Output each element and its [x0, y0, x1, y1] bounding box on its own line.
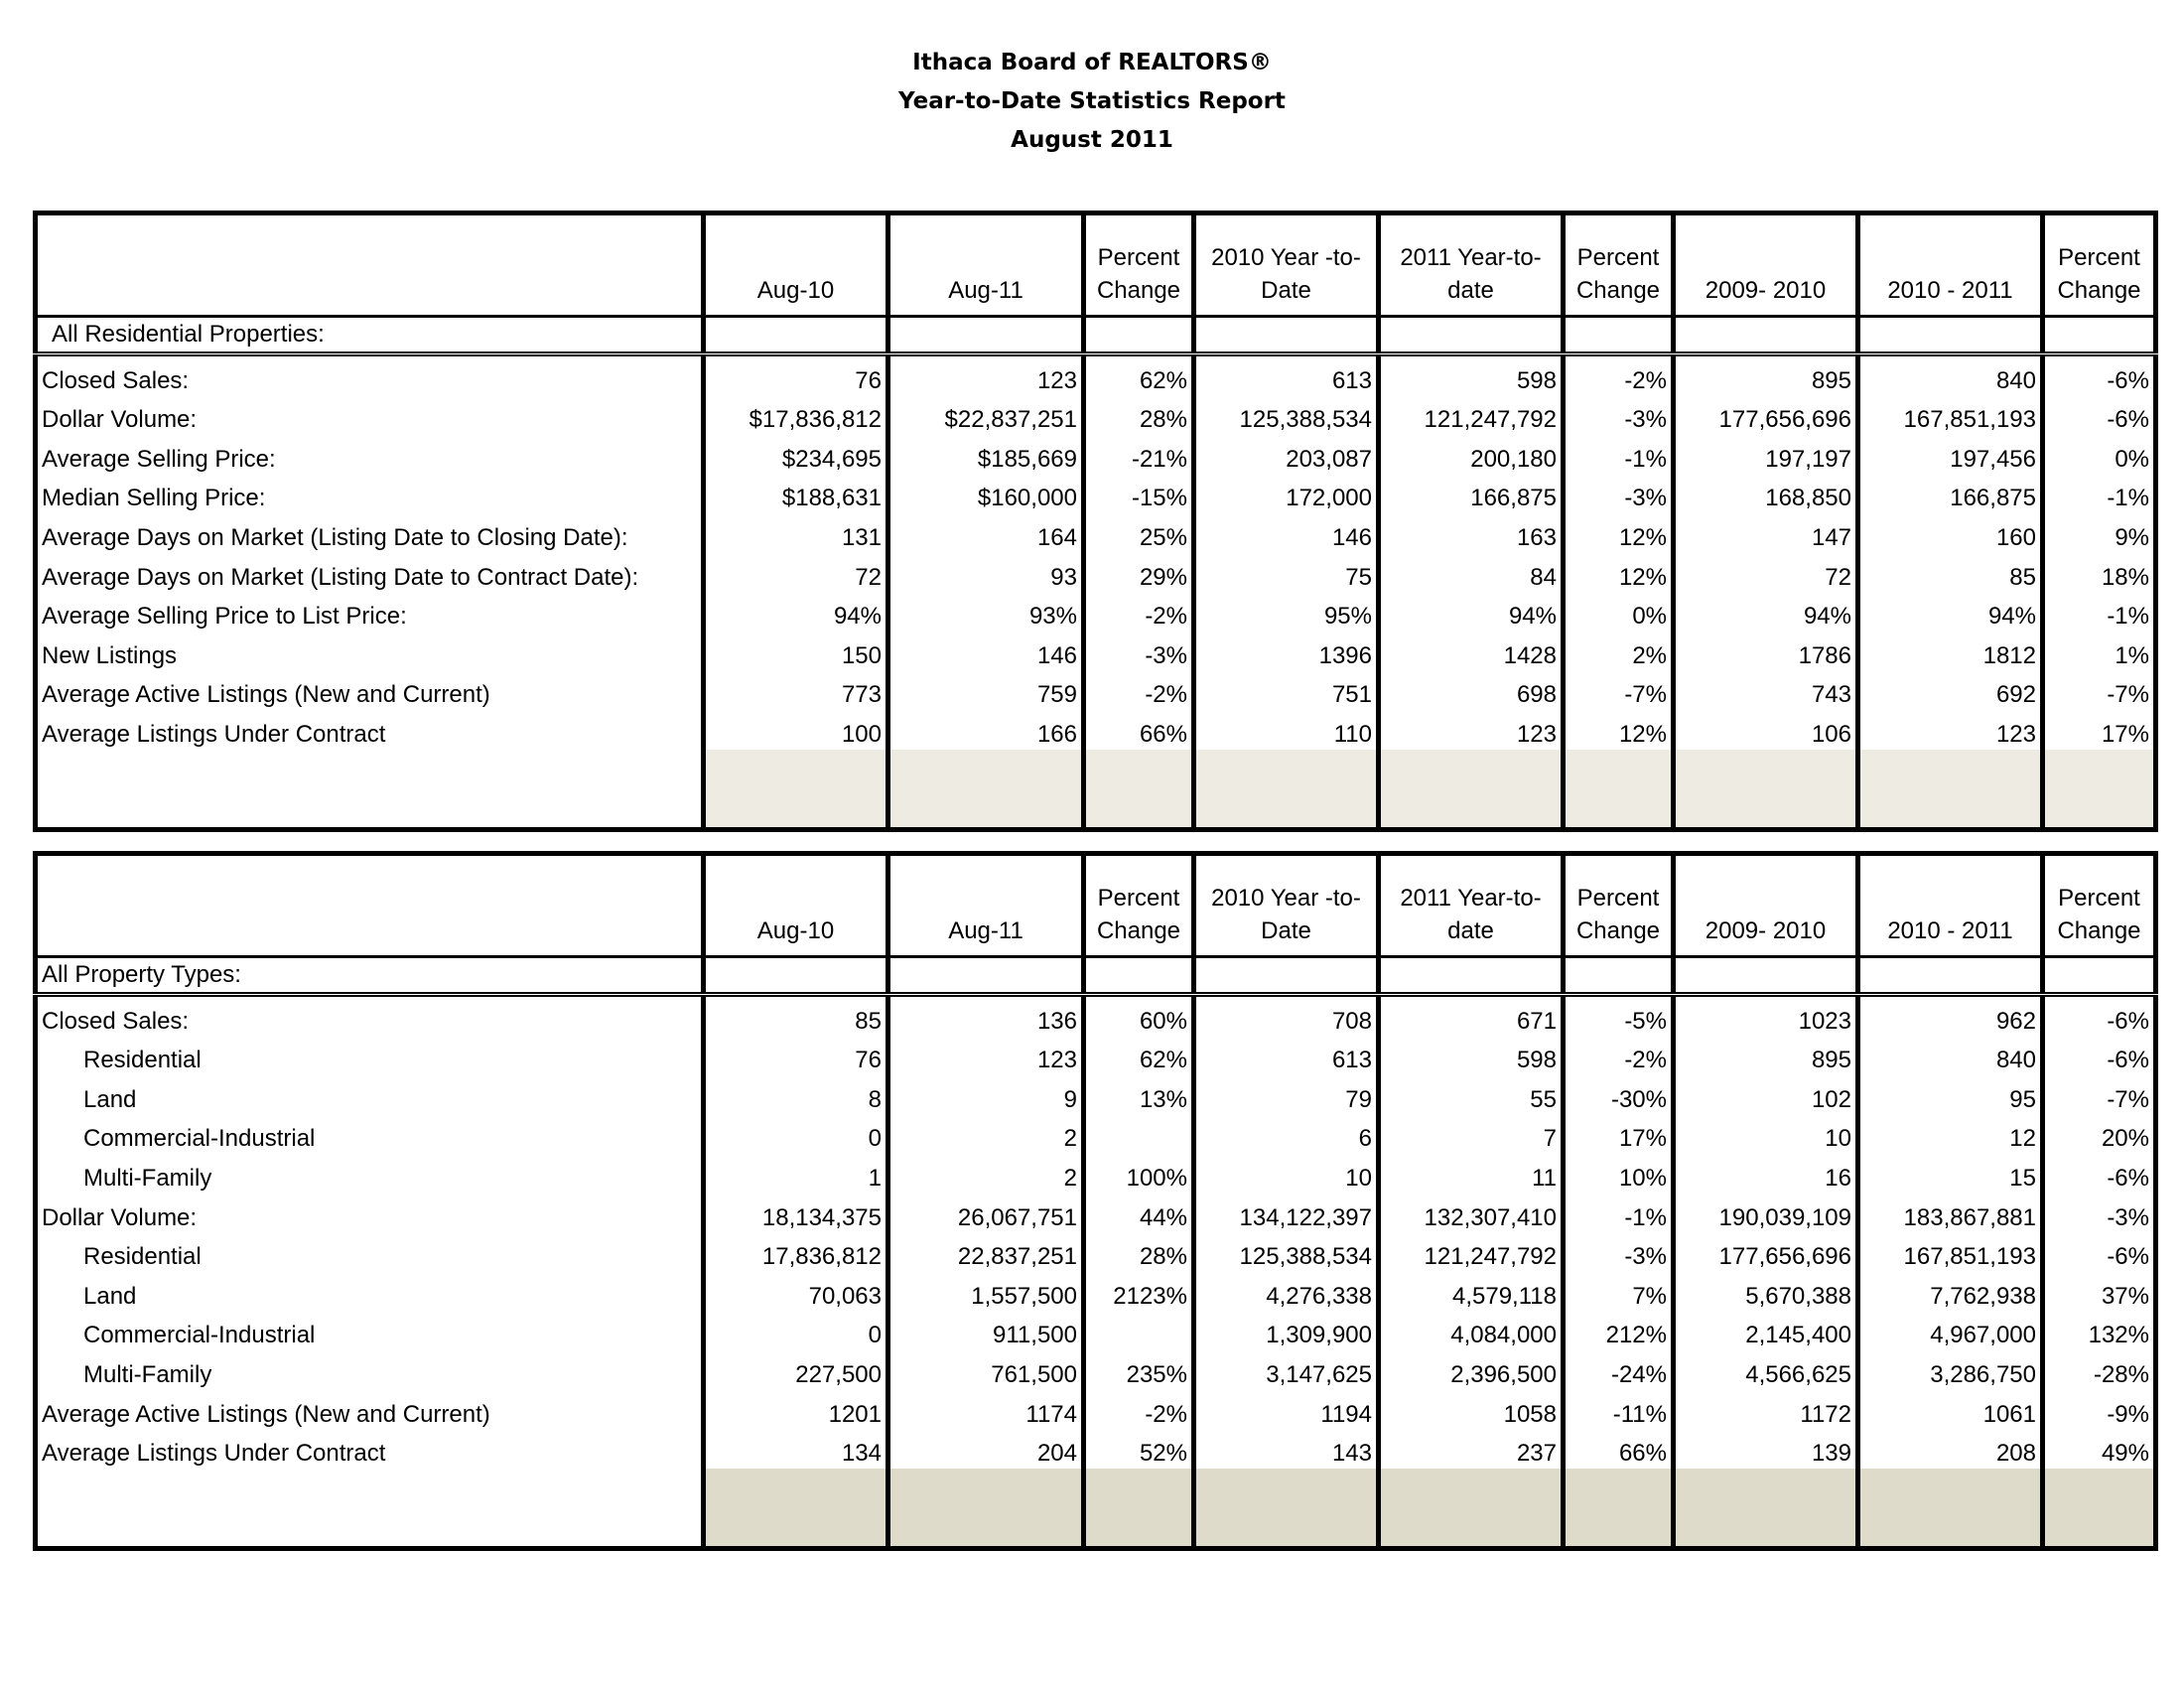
table-row [36, 671, 2156, 711]
value-cell: 131 [704, 513, 888, 553]
value-cell: -6% [2043, 354, 2156, 396]
value-cell: 598 [1379, 1037, 1564, 1076]
value-cell: -2% [1084, 671, 1194, 711]
value-cell: 94% [704, 593, 888, 633]
value-cell: 72 [1674, 553, 1858, 593]
value-cell: 102 [1674, 1075, 1858, 1115]
value-cell: 12% [1564, 513, 1674, 553]
value-cell: 962 [1858, 995, 2043, 1037]
table-row [36, 1312, 2156, 1351]
value-cell: 143 [1194, 1430, 1379, 1470]
value-cell: 1,309,900 [1194, 1312, 1379, 1351]
value-cell: 8 [704, 1075, 888, 1115]
value-cell: 759 [888, 671, 1084, 711]
value-cell: 29% [1084, 553, 1194, 593]
value-cell: 708 [1194, 995, 1379, 1037]
column-header: Aug-11 [888, 213, 1084, 317]
value-cell: 895 [1674, 1037, 1858, 1076]
value-cell: 0% [1564, 593, 1674, 633]
value-cell: 52% [1084, 1430, 1194, 1470]
value-cell: 95% [1194, 593, 1379, 633]
value-cell: 26,067,751 [888, 1194, 1084, 1233]
value-cell: 212% [1564, 1312, 1674, 1351]
value-cell: 0 [704, 1312, 888, 1351]
row-label: Average Active Listings (New and Current) [42, 681, 490, 709]
table-row [36, 1430, 2156, 1470]
value-cell: 1174 [888, 1390, 1084, 1430]
value-cell: -6% [2043, 1233, 2156, 1273]
table-row [36, 475, 2156, 514]
value-cell: 7,762,938 [1858, 1272, 2043, 1312]
value-cell: 100 [704, 710, 888, 750]
property-types-statistics-table [33, 851, 2158, 1551]
value-cell: 166 [888, 710, 1084, 750]
value-cell: 2 [888, 1154, 1084, 1194]
value-cell: $185,669 [888, 435, 1084, 475]
value-cell: 95 [1858, 1075, 2043, 1115]
value-cell: 123 [888, 354, 1084, 396]
section-header-row [36, 957, 2156, 995]
value-cell: 106 [1674, 710, 1858, 750]
value-cell: 17% [1564, 1115, 1674, 1155]
value-cell: -3% [1084, 632, 1194, 671]
value-cell: 55 [1379, 1075, 1564, 1115]
value-cell: 12% [1564, 710, 1674, 750]
value-cell: -28% [2043, 1350, 2156, 1390]
value-cell: $160,000 [888, 475, 1084, 514]
value-cell: 167,851,193 [1858, 1233, 2043, 1273]
value-cell: 183,867,881 [1858, 1194, 2043, 1233]
value-cell: -21% [1084, 435, 1194, 475]
column-header: Percent Change [2043, 213, 2156, 317]
value-cell: 10 [1194, 1154, 1379, 1194]
column-header: 2011 Year-to-date [1379, 213, 1564, 317]
value-cell: 200,180 [1379, 435, 1564, 475]
value-cell: 11 [1379, 1154, 1564, 1194]
value-cell: 7% [1564, 1272, 1674, 1312]
value-cell: 177,656,696 [1674, 396, 1858, 436]
value-cell: 598 [1379, 354, 1564, 396]
value-cell: -3% [2043, 1194, 2156, 1233]
value-cell: -3% [1564, 1233, 1674, 1273]
table-row [36, 435, 2156, 475]
value-cell: -9% [2043, 1390, 2156, 1430]
column-header: 2010 Year -to-Date [1194, 854, 1379, 957]
value-cell: 7 [1379, 1115, 1564, 1155]
value-cell: 18,134,375 [704, 1194, 888, 1233]
value-cell: 4,566,625 [1674, 1350, 1858, 1390]
value-cell: 10% [1564, 1154, 1674, 1194]
column-header: 2011 Year-to-date [1379, 854, 1564, 957]
value-cell: 134 [704, 1430, 888, 1470]
table-row [36, 1075, 2156, 1115]
column-header: Percent Change [1564, 213, 1674, 317]
value-cell: 62% [1084, 354, 1194, 396]
value-cell: 911,500 [888, 1312, 1084, 1351]
value-cell: 66% [1084, 710, 1194, 750]
residential-statistics-table [33, 211, 2158, 832]
value-cell: 146 [1194, 513, 1379, 553]
value-cell: 16 [1674, 1154, 1858, 1194]
value-cell: -15% [1084, 475, 1194, 514]
value-cell: 1172 [1674, 1390, 1858, 1430]
value-cell: 2123% [1084, 1272, 1194, 1312]
value-cell: 613 [1194, 1037, 1379, 1076]
value-cell: 197,197 [1674, 435, 1858, 475]
value-cell: $22,837,251 [888, 396, 1084, 436]
section-header-row [36, 317, 2156, 354]
value-cell: 110 [1194, 710, 1379, 750]
column-header: Aug-10 [704, 213, 888, 317]
value-cell: 0% [2043, 435, 2156, 475]
table-row [36, 1233, 2156, 1273]
value-cell: 121,247,792 [1379, 1233, 1564, 1273]
value-cell: -7% [2043, 671, 2156, 711]
value-cell: 123 [888, 1037, 1084, 1076]
value-cell: -3% [1564, 475, 1674, 514]
table-row [36, 593, 2156, 633]
column-header: Percent Change [1564, 854, 1674, 957]
value-cell: 9 [888, 1075, 1084, 1115]
row-label: Residential [83, 1047, 202, 1074]
value-cell: 37% [2043, 1272, 2156, 1312]
report-title [0, 44, 2184, 160]
value-cell: -6% [2043, 396, 2156, 436]
value-cell: 2 [888, 1115, 1084, 1155]
value-cell: 150 [704, 632, 888, 671]
value-cell: 17,836,812 [704, 1233, 888, 1273]
column-header: 2009- 2010 [1674, 854, 1858, 957]
value-cell: 60% [1084, 995, 1194, 1037]
value-cell: -1% [1564, 435, 1674, 475]
value-cell: 168,850 [1674, 475, 1858, 514]
value-cell: 2% [1564, 632, 1674, 671]
value-cell: 100% [1084, 1154, 1194, 1194]
value-cell: 2,145,400 [1674, 1312, 1858, 1351]
value-cell: 79 [1194, 1075, 1379, 1115]
value-cell: 164 [888, 513, 1084, 553]
value-cell: -5% [1564, 995, 1674, 1037]
row-label: Dollar Volume: [42, 406, 198, 434]
value-cell: 49% [2043, 1430, 2156, 1470]
row-label: Residential [83, 1243, 202, 1271]
value-cell: 66% [1564, 1430, 1674, 1470]
value-cell: 2,396,500 [1379, 1350, 1564, 1390]
value-cell: 3,147,625 [1194, 1350, 1379, 1390]
value-cell: 166,875 [1379, 475, 1564, 514]
table-row [36, 1390, 2156, 1430]
value-cell: 146 [888, 632, 1084, 671]
value-cell: 28% [1084, 396, 1194, 436]
header-label-cell [36, 854, 704, 957]
value-cell: 4,967,000 [1858, 1312, 2043, 1351]
value-cell: 123 [1858, 710, 2043, 750]
value-cell: 85 [1858, 553, 2043, 593]
header-label-cell [36, 213, 704, 317]
row-label: Median Selling Price: [42, 485, 266, 512]
report-title-name: Year-to-Date Statistics Report [898, 88, 1286, 114]
value-cell: 94% [1379, 593, 1564, 633]
value-cell: 72 [704, 553, 888, 593]
value-cell: -1% [2043, 593, 2156, 633]
value-cell: 204 [888, 1430, 1084, 1470]
value-cell [1084, 1312, 1194, 1351]
value-cell: 3,286,750 [1858, 1350, 2043, 1390]
value-cell: 743 [1674, 671, 1858, 711]
row-label: Land [83, 1085, 137, 1113]
value-cell: 237 [1379, 1430, 1564, 1470]
value-cell: 28% [1084, 1233, 1194, 1273]
value-cell: -24% [1564, 1350, 1674, 1390]
table-row [36, 710, 2156, 750]
row-label: Commercial-Industrial [83, 1322, 316, 1349]
value-cell: 1812 [1858, 632, 2043, 671]
value-cell: 1058 [1379, 1390, 1564, 1430]
value-cell: 751 [1194, 671, 1379, 711]
value-cell: 197,456 [1858, 435, 2043, 475]
row-label: Land [83, 1282, 137, 1310]
value-cell: -2% [1084, 1390, 1194, 1430]
value-cell: 12% [1564, 553, 1674, 593]
value-cell: 93% [888, 593, 1084, 633]
value-cell: 1 [704, 1154, 888, 1194]
table-row [36, 632, 2156, 671]
value-cell: 94% [1858, 593, 2043, 633]
report-title-org: Ithaca Board of REALTORS® [912, 50, 1272, 75]
column-header: 2010 - 2011 [1858, 213, 2043, 317]
value-cell: 15 [1858, 1154, 2043, 1194]
column-header: Aug-10 [704, 854, 888, 957]
section-title: All Property Types: [36, 957, 704, 995]
value-cell: 70,063 [704, 1272, 888, 1312]
value-cell: 13% [1084, 1075, 1194, 1115]
value-cell: 203,087 [1194, 435, 1379, 475]
value-cell: 227,500 [704, 1350, 888, 1390]
table-filler-row [36, 750, 2156, 830]
table-row [36, 396, 2156, 436]
value-cell: 94% [1674, 593, 1858, 633]
value-cell: 692 [1858, 671, 2043, 711]
value-cell: 4,084,000 [1379, 1312, 1564, 1351]
value-cell: 136 [888, 995, 1084, 1037]
value-cell: -11% [1564, 1390, 1674, 1430]
value-cell: 613 [1194, 354, 1379, 396]
row-label: New Listings [42, 641, 178, 669]
value-cell: -2% [1564, 354, 1674, 396]
row-label: Multi-Family [83, 1360, 212, 1388]
value-cell: 18% [2043, 553, 2156, 593]
table-row [36, 1037, 2156, 1076]
row-label: Dollar Volume: [42, 1203, 198, 1231]
table-row [36, 995, 2156, 1037]
value-cell: 132,307,410 [1379, 1194, 1564, 1233]
value-cell: 84 [1379, 553, 1564, 593]
value-cell: 698 [1379, 671, 1564, 711]
value-cell: 5,670,388 [1674, 1272, 1858, 1312]
value-cell: 1194 [1194, 1390, 1379, 1430]
value-cell: 1428 [1379, 632, 1564, 671]
column-header: 2009- 2010 [1674, 213, 1858, 317]
value-cell: 125,388,534 [1194, 1233, 1379, 1273]
value-cell: 4,579,118 [1379, 1272, 1564, 1312]
value-cell: 147 [1674, 513, 1858, 553]
table-header-row [36, 854, 2156, 957]
table-row [36, 354, 2156, 396]
value-cell: -2% [1564, 1037, 1674, 1076]
row-label: Multi-Family [83, 1164, 212, 1192]
row-label: Average Selling Price: [42, 445, 276, 473]
value-cell: 166,875 [1858, 475, 2043, 514]
value-cell: 121,247,792 [1379, 396, 1564, 436]
value-cell: 1023 [1674, 995, 1858, 1037]
value-cell: 163 [1379, 513, 1564, 553]
value-cell: -7% [2043, 1075, 2156, 1115]
section-title: All Residential Properties: [36, 317, 704, 354]
table-row [36, 1272, 2156, 1312]
value-cell: 1061 [1858, 1390, 2043, 1430]
value-cell: 190,039,109 [1674, 1194, 1858, 1233]
value-cell: 12 [1858, 1115, 2043, 1155]
table-header-row [36, 213, 2156, 317]
table-row [36, 1350, 2156, 1390]
value-cell: -30% [1564, 1075, 1674, 1115]
value-cell: 172,000 [1194, 475, 1379, 514]
row-label: Average Days on Market (Listing Date to Closing Date): [42, 523, 628, 551]
value-cell: $188,631 [704, 475, 888, 514]
value-cell: 1201 [704, 1390, 888, 1430]
value-cell: 76 [704, 354, 888, 396]
column-header: 2010 - 2011 [1858, 854, 2043, 957]
value-cell: 134,122,397 [1194, 1194, 1379, 1233]
table-row [36, 1194, 2156, 1233]
value-cell: 44% [1084, 1194, 1194, 1233]
value-cell: $234,695 [704, 435, 888, 475]
row-label: Average Listings Under Contract [42, 1440, 386, 1468]
value-cell: 132% [2043, 1312, 2156, 1351]
row-label: Closed Sales: [42, 366, 190, 394]
value-cell: -7% [1564, 671, 1674, 711]
value-cell: 22,837,251 [888, 1233, 1084, 1273]
row-label: Average Days on Market (Listing Date to Contract Date): [42, 563, 639, 591]
row-label: Average Listings Under Contract [42, 720, 386, 748]
table-row [36, 1154, 2156, 1194]
table-filler-row [36, 1469, 2156, 1549]
value-cell: 17% [2043, 710, 2156, 750]
value-cell: 85 [704, 995, 888, 1037]
value-cell: 10 [1674, 1115, 1858, 1155]
value-cell: 235% [1084, 1350, 1194, 1390]
value-cell: 20% [2043, 1115, 2156, 1155]
value-cell [1084, 1115, 1194, 1155]
value-cell: 25% [1084, 513, 1194, 553]
value-cell: 840 [1858, 1037, 2043, 1076]
value-cell: 208 [1858, 1430, 2043, 1470]
value-cell: 9% [2043, 513, 2156, 553]
value-cell: $17,836,812 [704, 396, 888, 436]
value-cell: 93 [888, 553, 1084, 593]
table-row [36, 513, 2156, 553]
table-row [36, 1115, 2156, 1155]
value-cell: -2% [1084, 593, 1194, 633]
column-header: Percent Change [1084, 854, 1194, 957]
value-cell: 125,388,534 [1194, 396, 1379, 436]
value-cell: 4,276,338 [1194, 1272, 1379, 1312]
row-label: Average Selling Price to List Price: [42, 603, 407, 631]
value-cell: -1% [2043, 475, 2156, 514]
value-cell: 1% [2043, 632, 2156, 671]
value-cell: 123 [1379, 710, 1564, 750]
value-cell: -3% [1564, 396, 1674, 436]
row-label: Closed Sales: [42, 1007, 190, 1035]
value-cell: 6 [1194, 1115, 1379, 1155]
row-label: Average Active Listings (New and Current) [42, 1400, 490, 1428]
value-cell: 75 [1194, 553, 1379, 593]
value-cell: 895 [1674, 354, 1858, 396]
value-cell: 1,557,500 [888, 1272, 1084, 1312]
value-cell: -1% [1564, 1194, 1674, 1233]
column-header: Percent Change [2043, 854, 2156, 957]
value-cell: 1396 [1194, 632, 1379, 671]
value-cell: 139 [1674, 1430, 1858, 1470]
column-header: Aug-11 [888, 854, 1084, 957]
table-row [36, 553, 2156, 593]
value-cell: -6% [2043, 1037, 2156, 1076]
value-cell: 773 [704, 671, 888, 711]
report-title-period: August 2011 [1011, 127, 1173, 153]
value-cell: 76 [704, 1037, 888, 1076]
value-cell: -6% [2043, 1154, 2156, 1194]
column-header: 2010 Year -to-Date [1194, 213, 1379, 317]
value-cell: 671 [1379, 995, 1564, 1037]
column-header: Percent Change [1084, 213, 1194, 317]
value-cell: 167,851,193 [1858, 396, 2043, 436]
value-cell: 761,500 [888, 1350, 1084, 1390]
row-label: Commercial-Industrial [83, 1125, 316, 1153]
value-cell: 62% [1084, 1037, 1194, 1076]
value-cell: 160 [1858, 513, 2043, 553]
value-cell: 177,656,696 [1674, 1233, 1858, 1273]
value-cell: 840 [1858, 354, 2043, 396]
value-cell: 0 [704, 1115, 888, 1155]
value-cell: -6% [2043, 995, 2156, 1037]
value-cell: 1786 [1674, 632, 1858, 671]
